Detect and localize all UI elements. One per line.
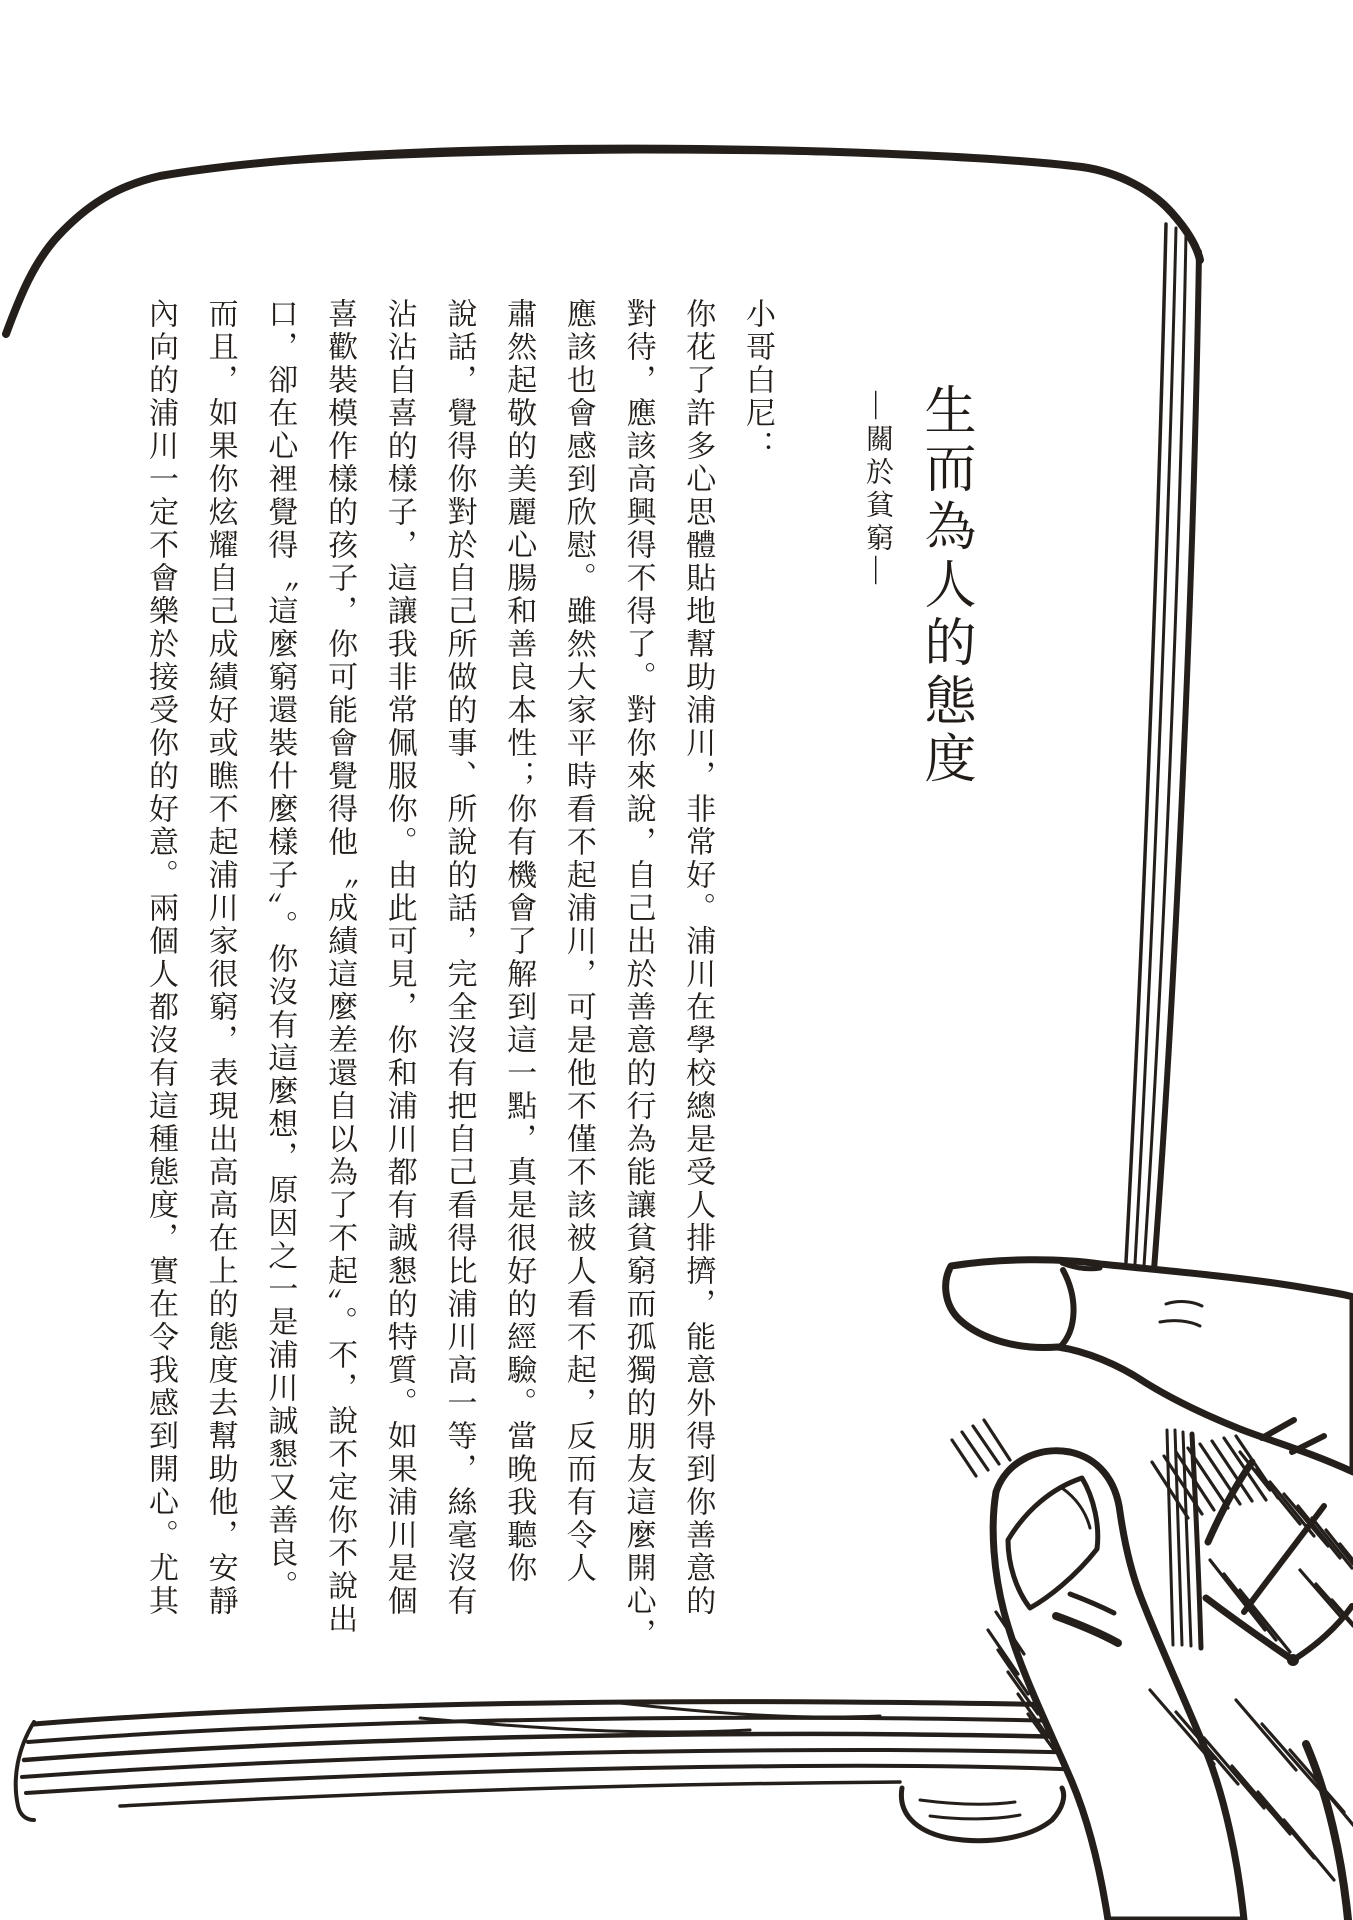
page-edges-icon bbox=[1126, 224, 1201, 1648]
letter-column: 應該也會感到欣慰。雖然大家平時看不起浦川，可是他不僅不該被人看不起，反而有令人 bbox=[561, 298, 595, 1585]
letter-text bbox=[129, 298, 787, 1698]
wrist-outline bbox=[1306, 1744, 1348, 1920]
letter-column: 內向的浦川一定不會樂於接受你的好意。兩個人都沒有這種態度，實在令我感到開心。尤其 bbox=[143, 298, 177, 1618]
chapter-subtitle: —關於貧窮— bbox=[862, 391, 893, 589]
chapter-title: 生而為人的態度 bbox=[916, 383, 974, 789]
letter-column: 你花了許多心思體貼地幫助浦川，非常好。浦川在學校總是受人排擠，能意外得到你善意的 bbox=[681, 298, 715, 1618]
letter-column: 喜歡裝模作樣的孩子，你可能會覺得他〝成績這麼差還自以為了不起〞。不，說不定你不說出 bbox=[323, 298, 357, 1636]
thumb bbox=[946, 1260, 1353, 1472]
index-finger bbox=[993, 1451, 1244, 1920]
letter-column: 對待，應該高興得不得了。對你來說，自己出於善意的行為能讓貧窮而孤獨的朋友這麼開心， bbox=[621, 298, 655, 1651]
letter-salutation: 小哥白尼： bbox=[741, 298, 774, 463]
letter-column: 肅然起敬的美麗心腸和善良本性；你有機會了解到這一點，真是很好的經驗。當晚我聽你 bbox=[502, 298, 536, 1585]
letter-column: 說話，覺得你對於自己所做的事、所說的話，完全沒有把自己看得比浦川高一等，絲毫沒有 bbox=[442, 298, 476, 1618]
letter-column: 而且，如果你炫耀自己成績好或瞧不起浦川家很窮，表現出高高在上的態度去幫助他，安靜 bbox=[203, 298, 237, 1618]
letter-column: 沾沾自喜的樣子，這讓我非常佩服你。由此可見，你和浦川都有誠懇的特質。如果浦川是個 bbox=[382, 298, 416, 1618]
letter-column: 口，卻在心裡覺得〝這麼窮還裝什麼樣子〞。你沒有這麼想，原因之一是浦川誠懇又善良。 bbox=[263, 298, 297, 1603]
hidden-fingertip bbox=[901, 1788, 1063, 1841]
